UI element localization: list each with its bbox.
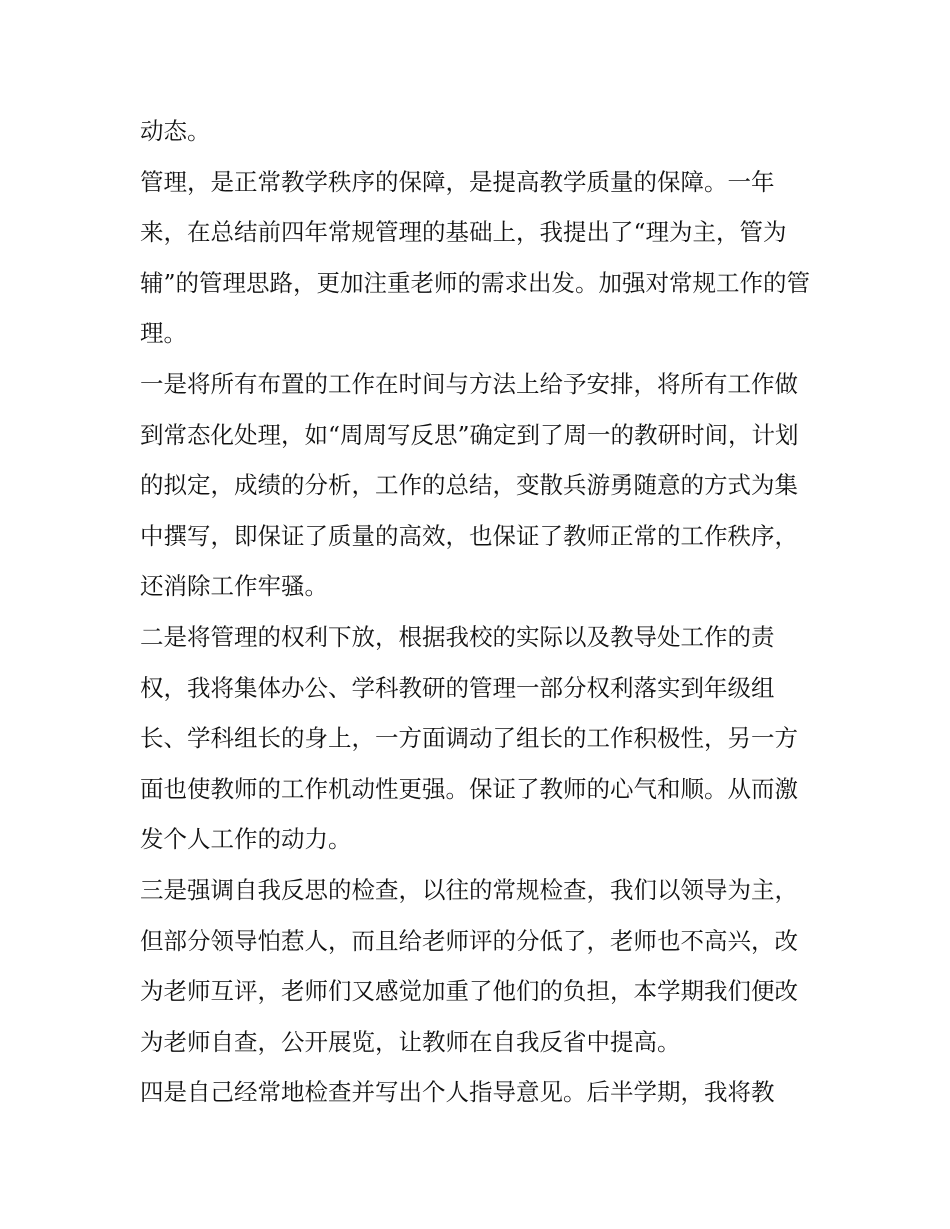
paragraph-point-one: 一是将所有布置的工作在时间与方法上给予安排，将所有工作做到常态化处理，如“周周写反思”确定到了周一的教研时间，计划的拟定，成绩的分析，工作的总结，变散兵游勇随意的方式为集中撰写，即保证了质量的高效，也保证了教师正常的工作秩序，还消除工作牢骚。: [140, 369, 799, 601]
paragraph-point-three: 三是强调自我反思的检查，以往的常规检查，我们以领导为主，但部分领导怕惹人，而且给老师评的分低了，老师也不高兴，改为老师互评，老师们又感觉加重了他们的负担，本学期我们便改为老师自查，公开展览，让教师在自我反省中提高。: [140, 875, 798, 1056]
paragraph-continuation: 动态。: [140, 117, 211, 145]
paragraph-management-overview: 管理，是正常教学秩序的保障，是提高教学质量的保障。一年来，在总结前四年常规管理的基础上，我提出了“理为主，管为辅”的管理思路，更加注重老师的需求出发。加强对常规工作的管理。: [140, 167, 811, 348]
document-body: [140, 106, 816, 1118]
paragraph-point-four: 四是自己经常地检查并写出个人指导意见。后半学期，我将教: [140, 1078, 775, 1107]
paragraph-point-two: 二是将管理的权利下放，根据我校的实际以及教导处工作的责权，我将集体办公、学科教研的管理一部分权利落实到年级组长、学科组长的身上，一方面调动了组长的工作积极性，另一方面也使教师的工作机动性更强。保证了教师的心气和顺。从而激发个人工作的动力。: [140, 622, 798, 854]
